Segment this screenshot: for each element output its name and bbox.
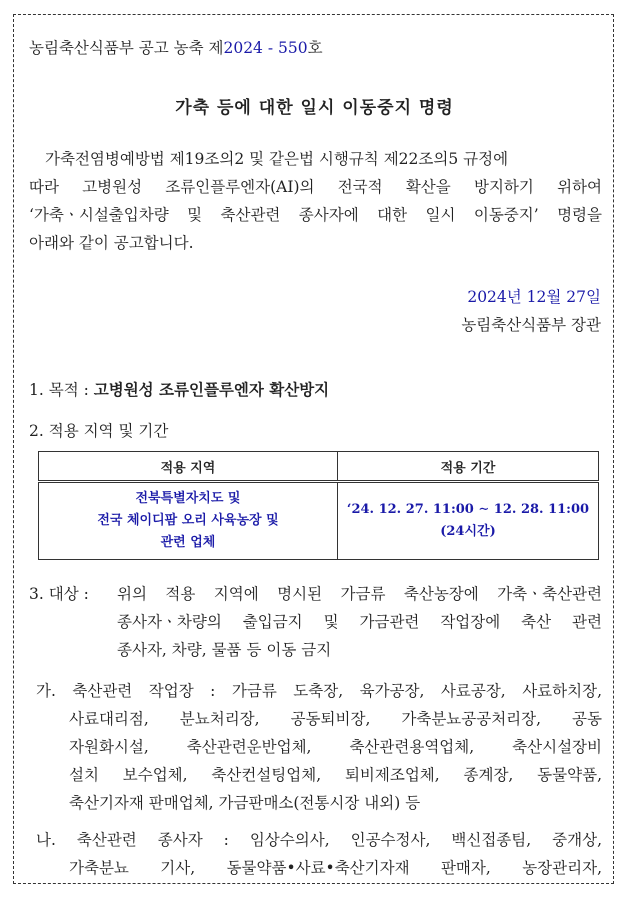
item-ga-line: 가. 축산관련 작업장 : 가금류 도축장, 육가공장, 사료공장, 사료하치장, <box>36 682 602 700</box>
intro-line: 아래와 같이 공고합니다. <box>29 234 194 252</box>
section-purpose <box>29 378 329 400</box>
intro-line: 가축전염병예방법 제19조의2 및 같은법 시행규칙 제22조의5 규정에 <box>45 150 509 168</box>
header-region: 적용 지역 <box>39 452 338 482</box>
scope-table <box>38 451 599 560</box>
purpose-text: 고병원성 조류인플루엔자 확산방지 <box>93 380 330 399</box>
cell-period: ‘24. 12. 27. 11:00 ∼ 12. 28. 11:00 (24시간) <box>338 482 599 560</box>
notice-issuer: 농림축산식품부 장관 <box>461 316 601 334</box>
target-label: 3. 대상 : <box>29 585 89 603</box>
notice-date: 2024년 12월 27일 <box>467 288 601 306</box>
notice-number-suffix: 호 <box>307 39 323 57</box>
item-ga-line: 축산기자재 판매업체, 가금판매소(전통시장 내외) 등 <box>69 794 421 812</box>
intro-line: ‘가축ㆍ시설출입차량 및 축산관련 종사자에 대한 일시 이동중지’ 명령을 <box>29 206 602 224</box>
table-header-row <box>39 452 599 482</box>
item-na-line: 나. 축산관련 종사자 : 임상수의사, 인공수정사, 백신접종팀, 중개상, <box>36 831 602 849</box>
intro-line: 따라 고병원성 조류인플루엔자(AI)의 전국적 확산을 방지하기 위하여 <box>29 178 602 196</box>
target-line: 종사자, 차량, 물품 등 이동 금지 <box>117 641 332 659</box>
section-scope: 2. 적용 지역 및 기간 <box>29 422 169 440</box>
item-ga-line: 사료대리점, 분뇨처리장, 공동퇴비장, 가축분뇨공공처리장, 공동 <box>69 710 602 728</box>
notice-title: 가축 등에 대한 일시 이동중지 명령 <box>175 98 454 118</box>
notice-number-value: 2024 - 550 <box>223 39 308 57</box>
item-ga-line: 자원화시설, 축산관련운반업체, 축산관련용역업체, 축산시설장비 <box>69 738 602 756</box>
cell-region: 전북특별자치도 및 전국 체이디팜 오리 사육농장 및 관련 업체 <box>39 482 338 560</box>
target-line: 위의 적용 지역에 명시된 가금류 축산농장에 가축ㆍ축산관련 <box>117 585 602 603</box>
notice-number-prefix: 농림축산식품부 공고 농축 제 <box>29 39 224 57</box>
purpose-label: 1. 목적 : <box>29 381 89 399</box>
item-ga-line: 설치 보수업체, 축산컨설팅업체, 퇴비제조업체, 종계장, 동물약품, <box>69 766 602 784</box>
item-na-line: 가축분뇨 기사, 동물약품•사료•축산기자재 판매자, 농장관리자, <box>69 859 602 877</box>
notice-number <box>29 36 323 58</box>
target-line: 종사자ㆍ차량의 출입금지 및 가금관련 작업장에 축산 관련 <box>117 613 602 631</box>
table-row <box>39 482 599 560</box>
header-period: 적용 기간 <box>338 452 599 482</box>
